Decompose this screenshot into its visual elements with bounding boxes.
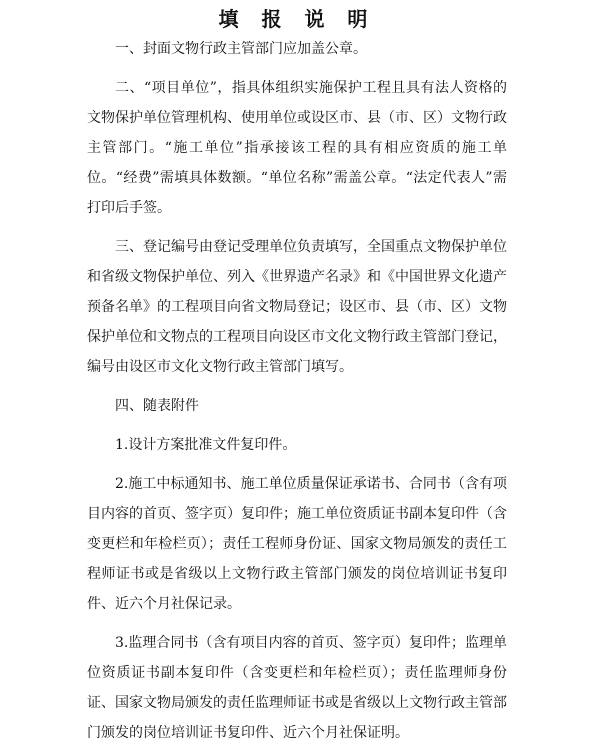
paragraph-1: 一、封面文物行政主管部门应加盖公章。	[115, 41, 367, 57]
paragraph-gap	[87, 460, 507, 469]
document-body	[87, 34, 507, 748]
attachment-item-1: 1.设计方案批准文件复印件。	[115, 437, 297, 453]
paragraph-gap	[87, 382, 507, 391]
attachment-item-2: 2.施工中标通知书、施工单位质量保证承诺书、合同书（含有项目内容的首页、签字页）复印件；施工单位资质证书副本复印件（含变更栏和年检栏页）；责任工程师身份证、国家文物局颁发的责任工程师证书或是省级以上文物行政主管部门颁发的岗位培训证书复印件、近六个月社保记录。	[87, 476, 507, 612]
document-title: 填 报 说 明	[218, 7, 376, 31]
section-heading-attachments: 四、随表附件	[115, 398, 199, 414]
paragraph-gap	[87, 619, 507, 628]
paragraph-gap	[87, 421, 507, 430]
paragraph-3: 三、登记编号由登记受理单位负责填写，全国重点文物保护单位和省级文物保护单位、列入《世界遗产名录》和《中国世界文化遗产预备名单》的工程项目向省文物局登记；设区市、县（市、区）文物保护单位和文物点的工程项目向设区市文化文物行政主管部门登记，编号由设区市文化文物行政主管部门填写。	[87, 239, 507, 375]
paragraph-2: 二、“项目单位”，指具体组织实施保护工程且具有法人资格的文物保护单位管理机构、使用单位或设区市、县（市、区）文物行政主管部门。“施工单位”指承接该工程的具有相应资质的施工单位。“经费”需填具体数额。“单位名称”需盖公章。“法定代表人”需打印后手签。	[87, 80, 507, 216]
paragraph-gap	[87, 64, 507, 73]
paragraph-gap	[87, 223, 507, 232]
attachment-item-3: 3.监理合同书（含有项目内容的首页、签字页）复印件；监理单位资质证书副本复印件（含变更栏和年检栏页）；责任监理师身份证、国家文物局颁发的责任监理师证书或是省级以上文物行政主管部门颁发的岗位培训证书复印件、近六个月社保证明。	[87, 635, 507, 741]
